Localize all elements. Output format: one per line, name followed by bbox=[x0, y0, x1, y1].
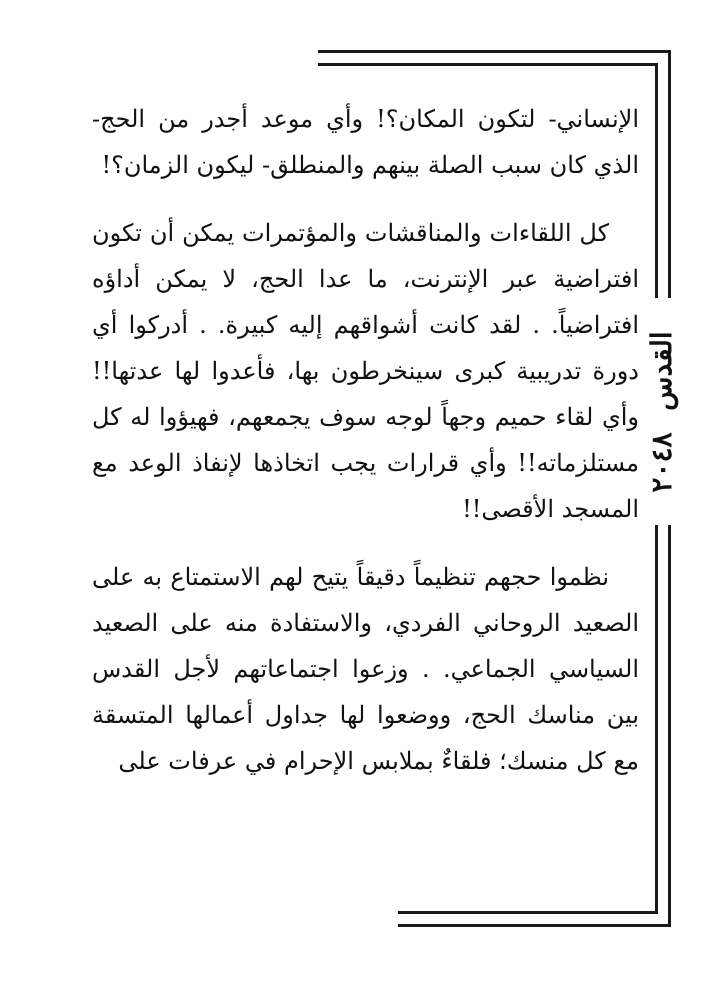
running-header-year: ٢٠٤٨ bbox=[645, 432, 678, 493]
frame-right-lower-outer-line bbox=[668, 525, 671, 927]
running-header-title: القدس bbox=[645, 331, 678, 411]
frame-top-inner-line bbox=[318, 63, 658, 66]
frame-bottom-inner-line bbox=[398, 911, 658, 914]
frame-right-outer-line bbox=[668, 50, 671, 298]
frame-right-inner-line bbox=[655, 63, 658, 298]
body-text bbox=[92, 96, 639, 806]
paragraph: نظموا حجهم تنظيماً دقيقاً يتيح لهم الاستمتاع به على الصعيد الروحاني الفردي، والاستفادة منه على الصعيد السياسي الجماعي. . وزعوا اجتماعاتهم لأجل القدس بين مناسك الحج، ووضعوا لها جداول أعمالها المتسقة مع كل منسك؛ فلقاءٌ بملابس الإحرام في عرفات على bbox=[92, 563, 639, 775]
frame-top-outer-line bbox=[318, 50, 670, 53]
frame-right-lower-inner-line bbox=[655, 525, 658, 914]
running-header bbox=[645, 325, 678, 498]
frame-bottom-outer-line bbox=[398, 924, 671, 927]
paragraph: كل اللقاءات والمناقشات والمؤتمرات يمكن أن تكون افتراضية عبر الإنترنت، ما عدا الحج، لا يمكن أداؤه افتراضياً. . لقد كانت أشواقهم إليه كبيرة. . أدركوا أي دورة تدريبية كبرى سينخرطون بها، فأعدوا لها عدتها!! وأي لقاء حميم وجهاً لوجه سوف يجمعهم، فهيؤوا له كل مستلزماته!! وأي قرارات يجب اتخاذها لإنفاذ الوعد مع المسجد الأقصى!! bbox=[92, 219, 639, 523]
paragraph: الإنساني- لتكون المكان؟! وأي موعد أجدر من الحج- الذي كان سبب الصلة بينهم والمنطلق- ليكون الزمان؟! bbox=[92, 105, 639, 179]
